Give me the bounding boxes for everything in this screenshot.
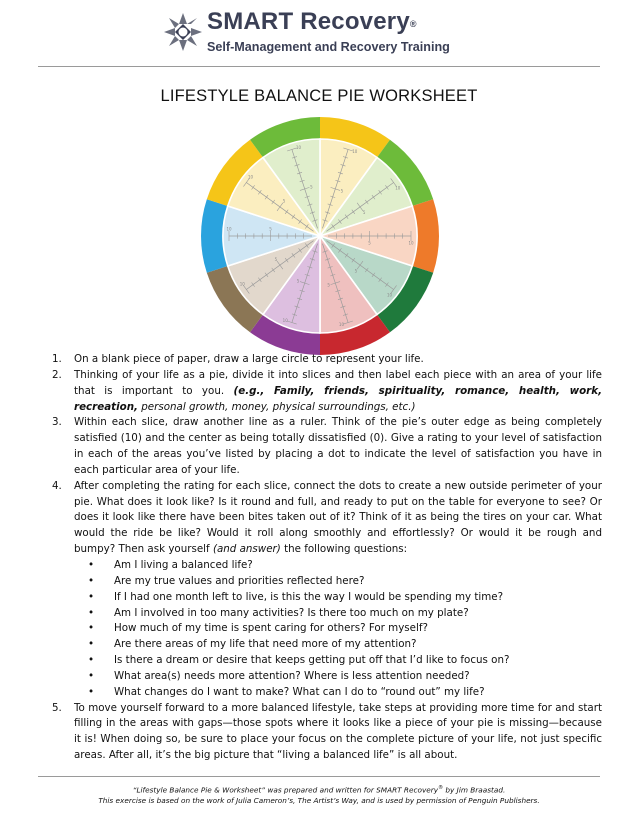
instructions-list [52, 352, 602, 764]
lifestyle-balance-pie [200, 116, 440, 356]
question-item [88, 590, 602, 606]
ruler-label: 10 [352, 149, 358, 155]
question-text: Are my true values and priorities reflected here? [114, 574, 365, 587]
instruction-text: (and answer) [212, 543, 281, 556]
ruler-label: 10 [226, 226, 232, 232]
bullet-icon: • [88, 622, 95, 635]
question-text: What area(s) needs more attention? Where is less attention needed? [114, 669, 470, 682]
question-text: If I had one month left to live, is this the way I would be spending my time? [114, 590, 504, 603]
ruler-label: 10 [408, 240, 414, 246]
instruction-item [52, 701, 602, 764]
question-item [88, 558, 602, 574]
footer-divider [38, 776, 600, 777]
smart-recovery-logo-icon [163, 12, 203, 52]
question-text: Am I involved in too many activities? Is there too much on my plate? [114, 606, 469, 619]
instruction-item [52, 415, 602, 478]
question-item [88, 574, 602, 590]
instruction-text: Thinking of your life as a pie, divide it into slices and then label each piece with an area of your life that is important to you. [74, 368, 602, 397]
question-item [88, 685, 602, 701]
reflection-questions [74, 558, 602, 701]
instruction-text: (e.g., Family, friends, spirituality, romance, health, work, recreation, [74, 384, 602, 413]
bullet-icon: • [88, 574, 95, 587]
ruler-label: 10 [247, 174, 254, 180]
bullet-icon: • [88, 685, 95, 698]
instruction-number: 4. [52, 479, 62, 492]
ruler-label: 10 [338, 322, 345, 328]
instruction-number: 1. [52, 353, 62, 365]
ruler-label: 5 [368, 240, 371, 246]
ruler-label: 5 [274, 256, 278, 262]
instruction-text: personal growth, money, physical surroundings, etc.) [137, 400, 416, 413]
instruction-number: 5. [52, 701, 62, 714]
ruler-label: 5 [269, 226, 272, 232]
brand-tagline: Self-Management and Recovery Training [207, 40, 450, 54]
instruction-number: 2. [52, 368, 62, 381]
question-item [88, 606, 602, 622]
instruction-text: To move yourself forward to a more balanced lifestyle, take steps at providing more time for and start filling in the areas with gaps—those spots where it looks like a piece of your pie is missing—because it is! When doing so, be sure to place your focus on the complete picture of your life, not just specific areas. After all, it’s the big picture that “living a balanced life” is all about. [74, 701, 602, 762]
question-text: How much of my time is spent caring for others? For myself? [114, 622, 428, 635]
header [0, 0, 638, 66]
instruction-text: Within each slice, draw another line as a ruler. Think of the pie’s outer edge as being completely satisfied (10) and the center as being totally dissatisfied (0). Give a rating to your level of satisfaction in each of the areas you’ve listed by placing a dot to indicate the level of satisfaction you have in each particular area of your life. [74, 416, 602, 476]
footer-credit: “Lifestyle Balance Pie & Worksheet” was prepared and written for SMART Recovery® by Jim Braastad. [132, 785, 506, 795]
instruction-item [52, 479, 602, 701]
instruction-item [52, 352, 602, 368]
ruler-label: 10 [295, 144, 302, 150]
footer-permission: This exercise is based on the work of Julia Cameron’s, The Artist’s Way, and is used by permission of Penguin Publishers. [98, 796, 540, 805]
question-item [88, 621, 602, 637]
ruler-label: 5 [310, 184, 313, 190]
ruler-label: 5 [327, 282, 330, 288]
ruler-label: 10 [239, 281, 245, 287]
ruler-label: 5 [340, 188, 344, 194]
instruction-text: After completing the rating for each slice, connect the dots to create a new outside perimeter of your pie. What does it look like? Is it round and full, and ready to put on the table for everyone to see? Or does it look like there have been bites taken out of it? Think of it as being the tires on your car. What would the ride be like? Would it roll along smoothly and effortlessly? Or would it be rough and bumpy? Then ask yourself [74, 479, 602, 556]
bullet-icon: • [88, 606, 95, 619]
instruction-number: 3. [52, 416, 62, 429]
question-text: What changes do I want to make? What can I do to “round out” my life? [114, 685, 485, 698]
bullet-icon: • [88, 669, 95, 682]
ruler-label: 5 [282, 198, 286, 204]
bullet-icon: • [88, 590, 95, 603]
instruction-item [52, 368, 602, 416]
question-item [88, 653, 602, 669]
bullet-icon: • [88, 558, 95, 571]
question-item [88, 669, 602, 685]
question-text: Are there areas of my life that need more of my attention? [114, 638, 417, 651]
ruler-label: 5 [354, 268, 358, 274]
ruler-label: 10 [386, 292, 393, 298]
instruction-text: the following questions: [280, 543, 408, 556]
instruction-text: On a blank piece of paper, draw a large circle to represent your life. [74, 353, 424, 365]
ruler-label: 5 [362, 210, 366, 216]
bullet-icon: • [88, 654, 95, 667]
brand-name: SMART Recovery® [207, 8, 417, 35]
ruler-label: 10 [395, 185, 401, 191]
ruler-label: 10 [282, 317, 288, 323]
ruler-label: 5 [296, 278, 300, 284]
question-text: Is there a dream or desire that keeps getting put off that I’d like to focus on? [114, 654, 510, 667]
header-divider [38, 66, 600, 67]
question-item [88, 637, 602, 653]
question-text: Am I living a balanced life? [114, 558, 253, 571]
bullet-icon: • [88, 638, 95, 651]
page-title: LIFESTYLE BALANCE PIE WORKSHEET [160, 87, 478, 105]
